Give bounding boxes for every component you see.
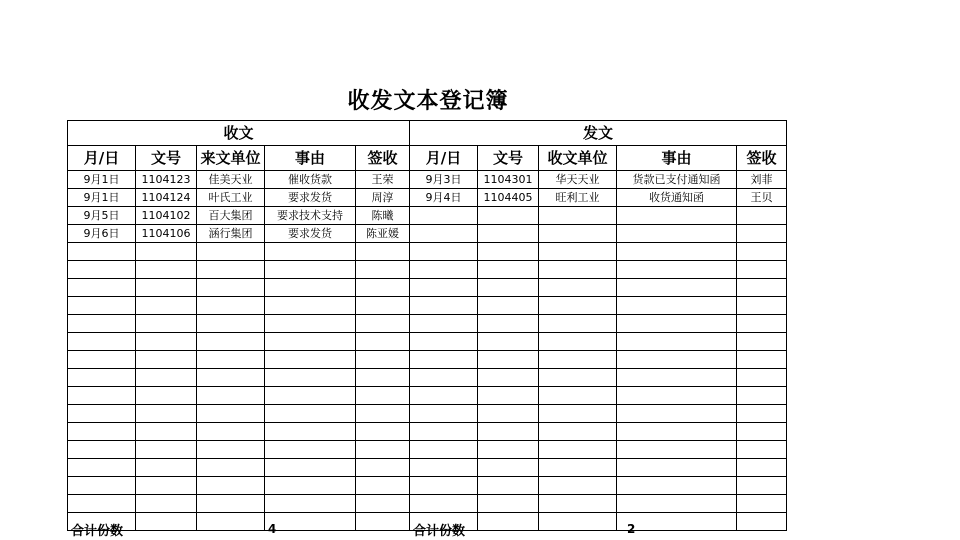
sent-col-header: 事由 [617, 146, 737, 171]
sent-cell[interactable]: 1104301 [478, 171, 539, 189]
received-cell[interactable] [356, 423, 410, 441]
received-cell[interactable] [68, 297, 136, 315]
sent-cell[interactable] [410, 297, 478, 315]
table-row [68, 189, 787, 207]
received-cell[interactable] [265, 459, 356, 477]
sent-cell[interactable] [737, 441, 787, 459]
received-cell[interactable]: 1104124 [136, 189, 197, 207]
sent-cell[interactable]: 收货通知函 [617, 189, 737, 207]
received-cell[interactable] [265, 333, 356, 351]
sent-cell[interactable] [737, 459, 787, 477]
sent-cell[interactable] [410, 441, 478, 459]
sent-cell[interactable] [617, 423, 737, 441]
received-cell[interactable]: 涵行集团 [197, 225, 265, 243]
received-cell[interactable] [197, 261, 265, 279]
sent-cell[interactable] [539, 333, 617, 351]
sent-cell[interactable] [737, 261, 787, 279]
received-cell[interactable] [356, 495, 410, 513]
received-cell[interactable] [265, 423, 356, 441]
sent-cell[interactable] [617, 297, 737, 315]
sent-cell[interactable] [617, 315, 737, 333]
sent-cell[interactable] [539, 279, 617, 297]
sent-cell[interactable] [617, 261, 737, 279]
sent-cell[interactable] [478, 279, 539, 297]
received-cell[interactable]: 催收货款 [265, 171, 356, 189]
received-cell[interactable] [136, 513, 197, 531]
received-cell[interactable] [68, 261, 136, 279]
sent-col-header: 月/日 [410, 146, 478, 171]
received-col-header: 事由 [265, 146, 356, 171]
received-cell[interactable] [356, 279, 410, 297]
sent-cell[interactable] [617, 405, 737, 423]
received-cell[interactable] [197, 351, 265, 369]
received-cell[interactable] [265, 477, 356, 495]
sent-cell[interactable] [478, 207, 539, 225]
received-cell[interactable] [265, 513, 356, 531]
received-cell[interactable]: 百大集团 [197, 207, 265, 225]
sent-cell[interactable]: 华天天业 [539, 171, 617, 189]
received-cell[interactable]: 9月5日 [68, 207, 136, 225]
sent-cell[interactable] [539, 207, 617, 225]
sent-cell[interactable] [410, 423, 478, 441]
sent-cell[interactable] [478, 351, 539, 369]
sent-cell[interactable] [410, 207, 478, 225]
sent-cell[interactable] [737, 333, 787, 351]
table-row [68, 207, 787, 225]
sent-cell[interactable] [737, 513, 787, 531]
sent-cell[interactable] [539, 477, 617, 495]
sent-cell[interactable] [617, 333, 737, 351]
received-cell[interactable] [136, 351, 197, 369]
table-row [68, 441, 787, 459]
received-total-count: 4 [268, 522, 277, 536]
received-cell[interactable] [136, 477, 197, 495]
sent-cell[interactable] [617, 441, 737, 459]
sent-cell[interactable] [617, 207, 737, 225]
sent-cell[interactable] [478, 405, 539, 423]
received-cell[interactable] [356, 477, 410, 495]
received-cell[interactable] [197, 513, 265, 531]
received-cell[interactable]: 9月6日 [68, 225, 136, 243]
sent-cell[interactable] [478, 495, 539, 513]
sent-cell[interactable] [737, 225, 787, 243]
received-cell[interactable] [265, 369, 356, 387]
sent-cell[interactable] [539, 387, 617, 405]
received-cell[interactable] [136, 495, 197, 513]
received-cell[interactable] [197, 477, 265, 495]
received-cell[interactable]: 1104102 [136, 207, 197, 225]
received-cell[interactable] [356, 261, 410, 279]
received-cell[interactable] [356, 369, 410, 387]
received-cell[interactable] [265, 279, 356, 297]
sent-cell[interactable] [410, 315, 478, 333]
sent-cell[interactable]: 9月3日 [410, 171, 478, 189]
received-cell[interactable] [356, 333, 410, 351]
sent-cell[interactable] [539, 495, 617, 513]
received-cell[interactable] [197, 243, 265, 261]
sent-cell[interactable]: 刘菲 [737, 171, 787, 189]
sent-cell[interactable] [737, 243, 787, 261]
sent-cell[interactable] [617, 243, 737, 261]
sent-cell[interactable] [539, 441, 617, 459]
table-row [68, 279, 787, 297]
sent-total-label: 合计份数 [413, 524, 466, 539]
received-cell[interactable]: 周淳 [356, 189, 410, 207]
received-cell[interactable] [197, 459, 265, 477]
sent-cell[interactable] [410, 369, 478, 387]
received-cell[interactable] [197, 279, 265, 297]
section-sent-header: 发文 [410, 121, 787, 146]
sent-cell[interactable] [617, 387, 737, 405]
sent-cell[interactable] [737, 477, 787, 495]
table-row [68, 315, 787, 333]
received-cell[interactable] [68, 459, 136, 477]
sent-cell[interactable] [539, 261, 617, 279]
sent-cell[interactable] [478, 441, 539, 459]
received-cell[interactable] [68, 315, 136, 333]
received-cell[interactable]: 9月1日 [68, 171, 136, 189]
table-row [68, 297, 787, 315]
received-cell[interactable] [136, 459, 197, 477]
received-cell[interactable] [356, 459, 410, 477]
received-cell[interactable] [197, 405, 265, 423]
sent-cell[interactable] [478, 243, 539, 261]
sent-cell[interactable] [410, 279, 478, 297]
received-cell[interactable] [356, 243, 410, 261]
sent-cell[interactable]: 王贝 [737, 189, 787, 207]
sent-cell[interactable] [478, 261, 539, 279]
table-row [68, 369, 787, 387]
received-cell[interactable] [136, 297, 197, 315]
received-cell[interactable] [265, 351, 356, 369]
received-cell[interactable] [265, 297, 356, 315]
received-col-header: 来文单位 [197, 146, 265, 171]
sent-cell[interactable] [410, 495, 478, 513]
received-cell[interactable] [136, 333, 197, 351]
received-cell[interactable]: 要求发货 [265, 225, 356, 243]
sent-cell[interactable] [617, 477, 737, 495]
sent-cell[interactable] [737, 387, 787, 405]
sent-cell[interactable] [617, 279, 737, 297]
table-row [68, 261, 787, 279]
sent-col-header: 签收 [737, 146, 787, 171]
received-cell[interactable] [265, 387, 356, 405]
sent-col-header: 文号 [478, 146, 539, 171]
received-cell[interactable] [197, 369, 265, 387]
table-row [68, 243, 787, 261]
sent-cell[interactable] [539, 405, 617, 423]
sent-cell[interactable] [737, 369, 787, 387]
received-cell[interactable] [356, 513, 410, 531]
received-cell[interactable] [68, 441, 136, 459]
received-col-header: 签收 [356, 146, 410, 171]
received-cell[interactable] [356, 297, 410, 315]
sent-cell[interactable] [478, 387, 539, 405]
table-row [68, 171, 787, 189]
sent-cell[interactable] [617, 459, 737, 477]
received-cell[interactable] [68, 351, 136, 369]
sent-cell[interactable] [539, 513, 617, 531]
sent-cell[interactable] [539, 351, 617, 369]
received-cell[interactable] [136, 279, 197, 297]
received-cell[interactable]: 1104123 [136, 171, 197, 189]
sent-cell[interactable] [410, 459, 478, 477]
sent-cell[interactable]: 货款已支付通知函 [617, 171, 737, 189]
sent-cell[interactable] [539, 243, 617, 261]
received-cell[interactable] [136, 369, 197, 387]
received-cell[interactable] [265, 495, 356, 513]
table-row [68, 495, 787, 513]
received-cell[interactable]: 陈亚媛 [356, 225, 410, 243]
received-cell[interactable] [136, 423, 197, 441]
sent-cell[interactable] [737, 405, 787, 423]
section-received-header: 收文 [68, 121, 410, 146]
received-cell[interactable]: 王荣 [356, 171, 410, 189]
sent-cell[interactable] [617, 225, 737, 243]
sent-cell[interactable] [737, 495, 787, 513]
received-cell[interactable] [265, 243, 356, 261]
received-cell[interactable]: 佳美天业 [197, 171, 265, 189]
sent-cell[interactable] [478, 513, 539, 531]
sent-cell[interactable] [410, 333, 478, 351]
received-cell[interactable] [68, 387, 136, 405]
sent-cell[interactable] [539, 423, 617, 441]
table-row [68, 405, 787, 423]
sent-cell[interactable] [478, 369, 539, 387]
received-cell[interactable] [356, 387, 410, 405]
received-cell[interactable]: 1104106 [136, 225, 197, 243]
received-cell[interactable]: 要求技术支持 [265, 207, 356, 225]
sent-total-count: 2 [627, 522, 636, 536]
received-col-header: 月/日 [68, 146, 136, 171]
received-total-label: 合计份数 [71, 524, 124, 539]
table-row [68, 459, 787, 477]
received-cell[interactable] [68, 369, 136, 387]
received-cell[interactable] [265, 405, 356, 423]
table-row [68, 225, 787, 243]
sent-cell[interactable] [410, 405, 478, 423]
sent-cell[interactable] [539, 297, 617, 315]
received-cell[interactable]: 陈曦 [356, 207, 410, 225]
received-cell[interactable] [68, 333, 136, 351]
received-cell[interactable]: 9月1日 [68, 189, 136, 207]
received-cell[interactable] [68, 243, 136, 261]
sent-cell[interactable] [617, 369, 737, 387]
received-cell[interactable] [356, 351, 410, 369]
received-cell[interactable] [197, 333, 265, 351]
received-cell[interactable] [356, 315, 410, 333]
sent-cell[interactable] [410, 477, 478, 495]
received-cell[interactable] [197, 297, 265, 315]
sent-cell[interactable] [478, 297, 539, 315]
received-cell[interactable] [68, 279, 136, 297]
sent-cell[interactable] [478, 333, 539, 351]
received-cell[interactable] [197, 315, 265, 333]
received-cell[interactable] [68, 477, 136, 495]
table-row [68, 477, 787, 495]
sent-cell[interactable] [478, 477, 539, 495]
received-cell[interactable] [356, 441, 410, 459]
sent-cell[interactable] [410, 261, 478, 279]
sent-cell[interactable] [410, 225, 478, 243]
table-row [68, 423, 787, 441]
received-cell[interactable] [197, 387, 265, 405]
sent-cell[interactable] [410, 387, 478, 405]
received-cell[interactable] [197, 441, 265, 459]
sent-cell[interactable] [539, 459, 617, 477]
sent-cell[interactable] [539, 315, 617, 333]
received-cell[interactable] [136, 405, 197, 423]
table-row [68, 387, 787, 405]
sent-cell[interactable] [737, 423, 787, 441]
sent-cell[interactable] [539, 369, 617, 387]
sent-cell[interactable] [737, 297, 787, 315]
sent-cell[interactable] [617, 351, 737, 369]
sent-cell[interactable] [617, 495, 737, 513]
sent-cell[interactable] [737, 279, 787, 297]
received-cell[interactable] [68, 405, 136, 423]
sent-cell[interactable] [410, 351, 478, 369]
received-cell[interactable] [265, 315, 356, 333]
table-row [68, 333, 787, 351]
page-title: 收发文本登记簿 [347, 89, 509, 114]
received-cell[interactable]: 叶氏工业 [197, 189, 265, 207]
sent-cell[interactable] [478, 459, 539, 477]
received-cell[interactable] [136, 441, 197, 459]
received-cell[interactable] [68, 495, 136, 513]
sent-col-header: 收文单位 [539, 146, 617, 171]
received-col-header: 文号 [136, 146, 197, 171]
table-row [68, 351, 787, 369]
sent-cell[interactable] [410, 243, 478, 261]
received-cell[interactable] [136, 315, 197, 333]
sent-cell[interactable]: 1104405 [478, 189, 539, 207]
sent-cell[interactable]: 9月4日 [410, 189, 478, 207]
received-cell[interactable] [197, 495, 265, 513]
sent-cell[interactable] [737, 315, 787, 333]
received-cell[interactable] [265, 441, 356, 459]
received-cell[interactable] [136, 387, 197, 405]
sent-cell[interactable] [478, 315, 539, 333]
received-cell[interactable] [136, 243, 197, 261]
received-cell[interactable] [265, 261, 356, 279]
sent-cell[interactable] [539, 225, 617, 243]
register-table [67, 120, 787, 531]
received-cell[interactable] [68, 423, 136, 441]
received-cell[interactable] [356, 405, 410, 423]
sent-cell[interactable] [478, 225, 539, 243]
sent-cell[interactable] [478, 423, 539, 441]
received-cell[interactable]: 要求发货 [265, 189, 356, 207]
received-cell[interactable] [136, 261, 197, 279]
sent-cell[interactable] [737, 207, 787, 225]
sent-cell[interactable]: 旺利工业 [539, 189, 617, 207]
received-cell[interactable] [197, 423, 265, 441]
sent-cell[interactable] [737, 351, 787, 369]
